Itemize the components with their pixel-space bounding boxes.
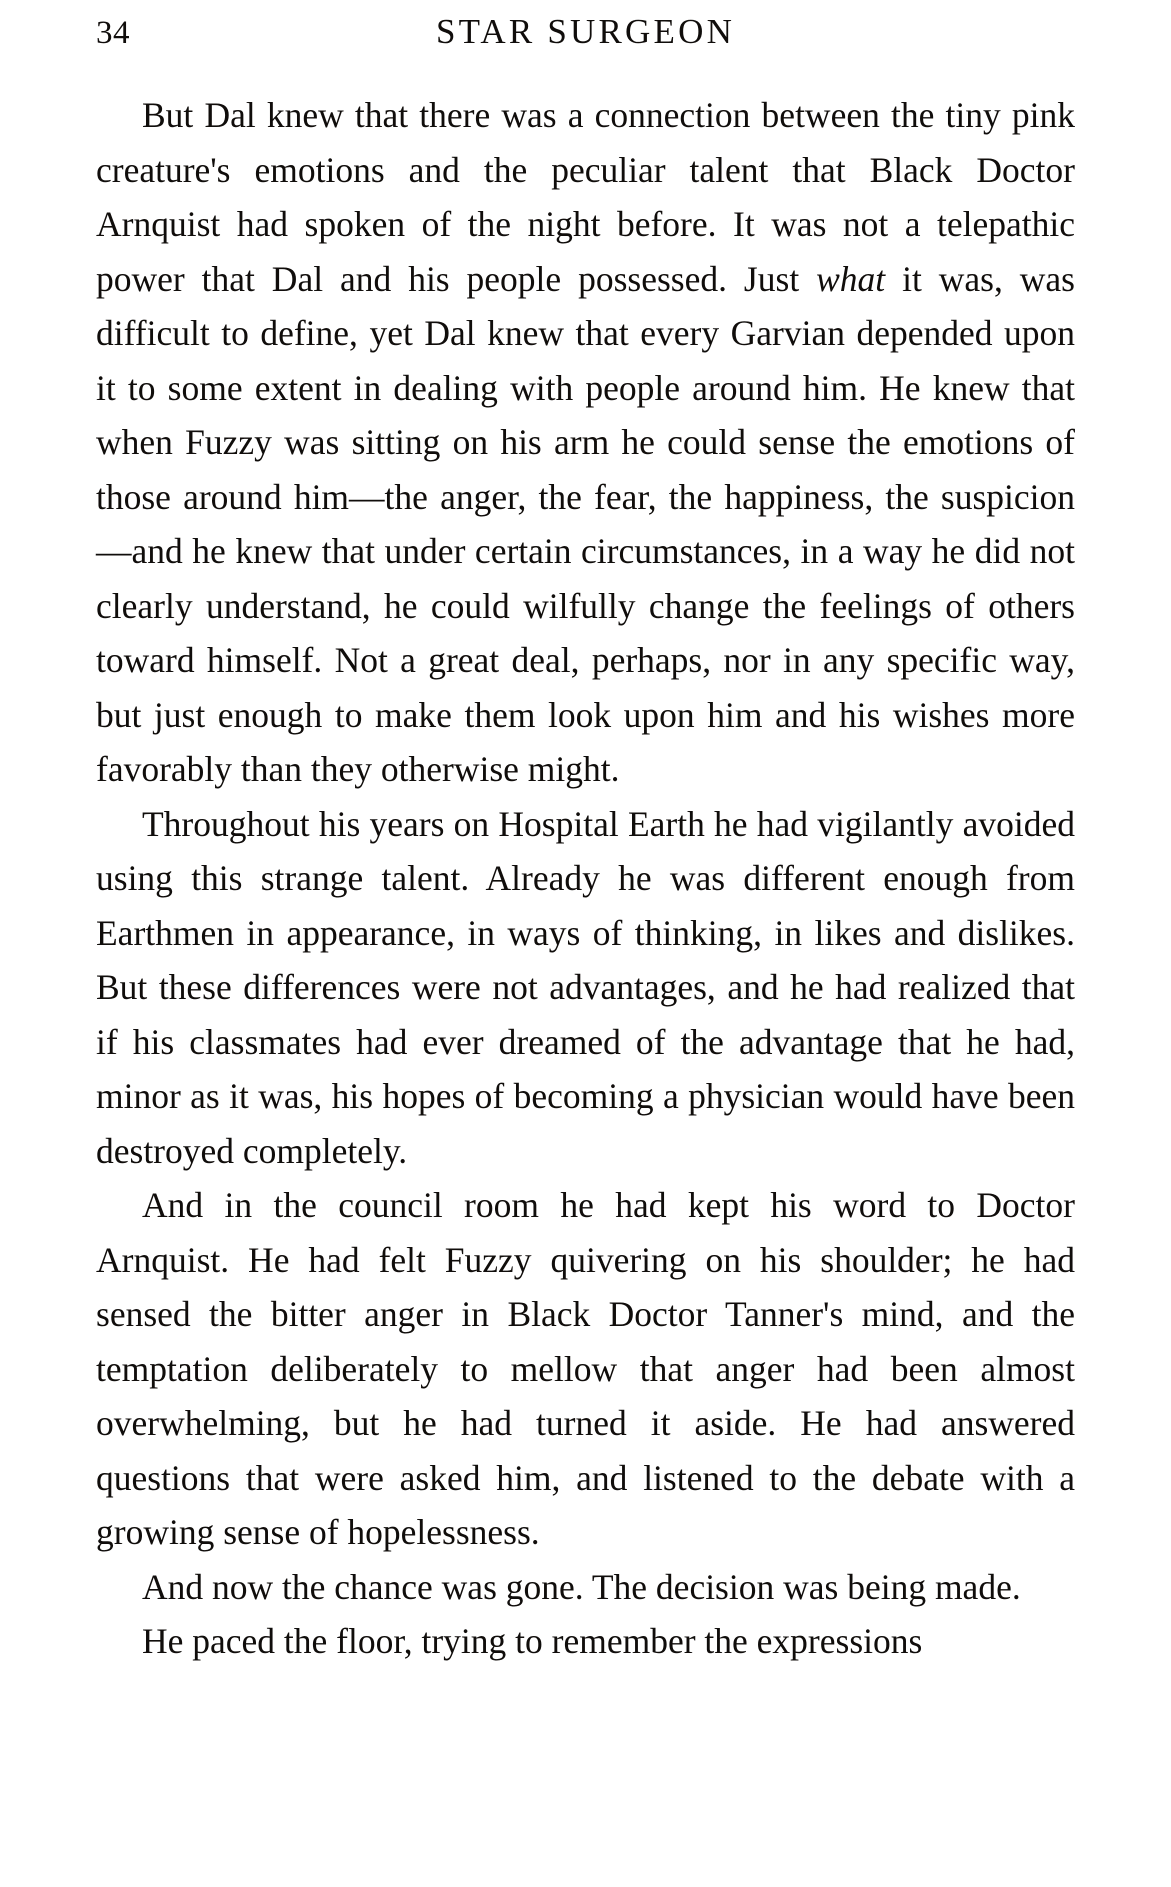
page-number: 34 bbox=[96, 15, 130, 51]
running-head bbox=[96, 14, 1075, 70]
body-paragraph: And in the council room he had kept his word to Doctor Arnquist. He had felt Fuzzy quivering on his shoulder; he had sensed the bitter anger in Black Doctor Tanner's mind, and the temptation deliberately to mellow that anger had been almost overwhelming, but he had turned it aside. He had answered questions that were asked him, and listened to the debate with a growing sense of hopelessness. bbox=[96, 1185, 1075, 1552]
body-paragraph: And now the chance was gone. The decision was being made. bbox=[142, 1566, 1021, 1607]
emphasis-text: what bbox=[816, 258, 886, 299]
body-paragraph: Throughout his years on Hospital Earth he had vigilantly avoided using this strange talent. Already he was different enough from Earthmen in appearance, in ways of thinking, in likes and dislikes. But these differences were not advantages, and he had realized that if his classmates had ever dreamed of the advantage that he had, minor as it was, his hopes of becoming a physician would have been destroyed completely. bbox=[96, 803, 1075, 1171]
body-paragraph: But Dal knew that there was a connection between the tiny pink creature's emotions and the peculiar talent that Black Doctor Arnquist had spoken of the night before. It was not a telepathic power that Dal and his people possessed. Just what it was, was difficult to define, yet Dal knew that every Garvian depended upon it to some extent in dealing with people around him. He knew that when Fuzzy was sitting on his arm he could sense the emotions of those around him—the anger, the fear, the happiness, the suspicion—and he knew that under certain circumstances, in a way he did not clearly understand, he could wilfully change the feelings of others toward himself. Not a great deal, perhaps, nor in any specific way, but just enough to make them look upon him and his wishes more favorably than they otherwise might. bbox=[96, 95, 1075, 789]
running-head-title: STAR SURGEON bbox=[435, 12, 736, 51]
body-paragraph: He paced the floor, trying to remember the expressions bbox=[142, 1621, 923, 1661]
page-body-text bbox=[96, 88, 1075, 1669]
